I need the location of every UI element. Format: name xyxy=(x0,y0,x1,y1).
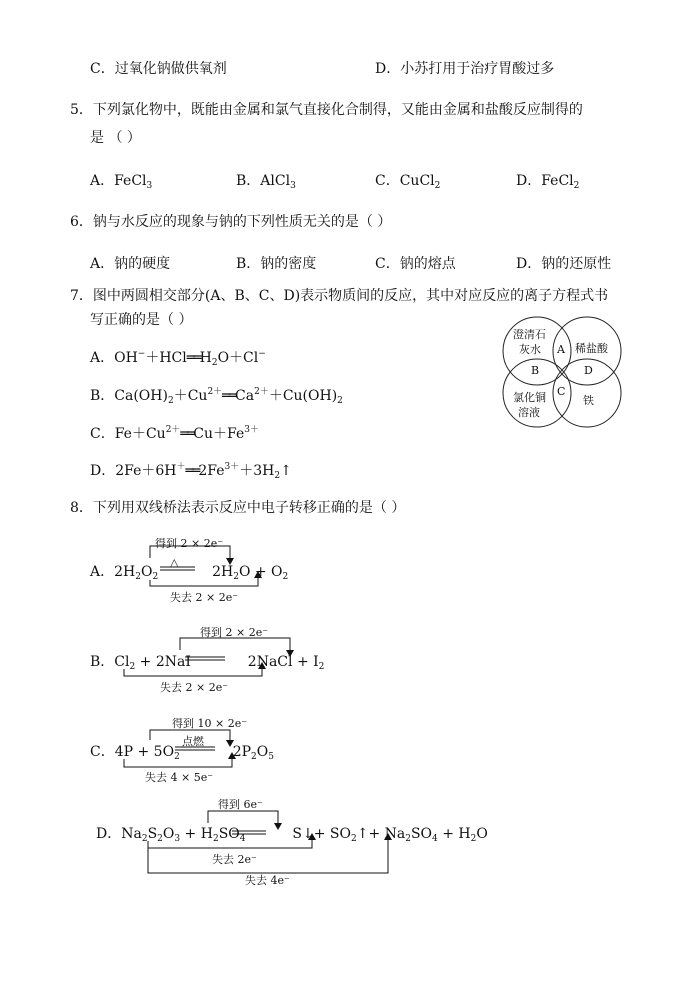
q7-option-a: A．$OH^-+HCl══H_2O+Cl^-$ xyxy=(90,349,266,368)
q8-a-gain-label: 得到 2 × 2e⁻ xyxy=(155,537,224,550)
q7-stem-line1: 7．图中两圆相交部分(A、B、C、D)表示物质间的反应，其中对应反应的离子方程式书 xyxy=(70,288,609,304)
q5-option-d: D．FeCl$_2$ xyxy=(516,173,580,191)
q8-d-gain-label: 得到 6e⁻ xyxy=(218,798,263,811)
q8-option-a: A．$2H_2O_2$ $2H_2O + O_2$ xyxy=(90,564,289,582)
venn-region-a: A xyxy=(557,343,565,356)
q8-b-lose-label: 失去 2 × 2e⁻ xyxy=(160,681,229,694)
venn-label-cucl2-1: 氯化铜 xyxy=(513,391,546,404)
q5-option-c: C．CuCl$_2$ xyxy=(375,173,441,191)
venn-label-cucl2-2: 溶液 xyxy=(518,406,540,419)
q8-c-lose-label: 失去 4 × 5e⁻ xyxy=(145,771,214,784)
q8-stem: 8．下列用双线桥法表示反应中电子转移正确的是（ ） xyxy=(70,500,406,516)
venn-region-b: B xyxy=(531,364,540,377)
q8-a-lose-label: 失去 2 × 2e⁻ xyxy=(170,591,239,604)
q7-stem-line2: 写正确的是（ ） xyxy=(90,312,193,328)
q8-option-c: C．$4P + 5O_2$ $2P_2O_5$ xyxy=(90,744,274,762)
q7-option-d: D．$2Fe+6H^+══2Fe^{3+}+3H_2↑$ xyxy=(90,462,292,481)
q8-option-d: D．$Na_2S_2O_3 + H_2SO_4$ S↓+ $SO_2↑+ Na_2SO_4 + H_2O$ xyxy=(96,826,488,844)
q8-c-ignite-sign: 点燃 xyxy=(182,735,204,748)
q6-option-d: D．钠的还原性 xyxy=(516,256,612,272)
q6-option-b: B．钠的密度 xyxy=(236,256,317,272)
venn-region-c: C xyxy=(557,385,566,398)
venn-label-limewater-2: 灰水 xyxy=(519,343,541,356)
q6-option-c: C．钠的熔点 xyxy=(375,256,456,272)
q6-option-a: A．钠的硬度 xyxy=(90,256,171,272)
q8-c-gain-label: 得到 10 × 2e⁻ xyxy=(172,717,248,730)
q5-stem-line2: 是 （ ） xyxy=(90,130,141,146)
q5-option-b: B．AlCl$_3$ xyxy=(236,173,296,191)
q4-option-d: D．小苏打用于治疗胃酸过多 xyxy=(375,61,555,77)
q6-stem: 6．钠与水反应的现象与钠的下列性质无关的是（ ） xyxy=(70,214,392,230)
q8-option-b: B．$Cl_2 + 2NaI$ 2NaCl + $I_2$ xyxy=(90,654,325,672)
venn-label-hcl: 稀盐酸 xyxy=(575,342,608,355)
venn-label-iron: 铁 xyxy=(583,394,594,407)
q7-option-b: B．$Ca(OH)_2+Cu^{2+}══Ca^{2+}+Cu(OH)_2$ xyxy=(90,387,343,406)
q5-stem-line1: 5．下列氯化物中，既能由金属和氯气直接化合制得，又能由金属和盐酸反应制得的 xyxy=(70,102,583,118)
venn-label-limewater-1: 澄清石 xyxy=(513,328,546,341)
q4-option-c: C．过氧化钠做供氧剂 xyxy=(90,61,227,77)
q8-b-gain-label: 得到 2 × 2e⁻ xyxy=(200,626,269,639)
q8-d-lose-label-1: 失去 2e⁻ xyxy=(212,853,257,866)
q7-option-c: C．$Fe+Cu^{2+}══Cu+Fe^{3+}$ xyxy=(90,425,259,442)
q5-option-a: A．FeCl$_3$ xyxy=(90,173,153,191)
q8-a-heat-sign: △ xyxy=(170,556,179,569)
venn-region-d: D xyxy=(584,364,593,377)
q8-d-lose-label-2: 失去 4e⁻ xyxy=(245,874,290,887)
